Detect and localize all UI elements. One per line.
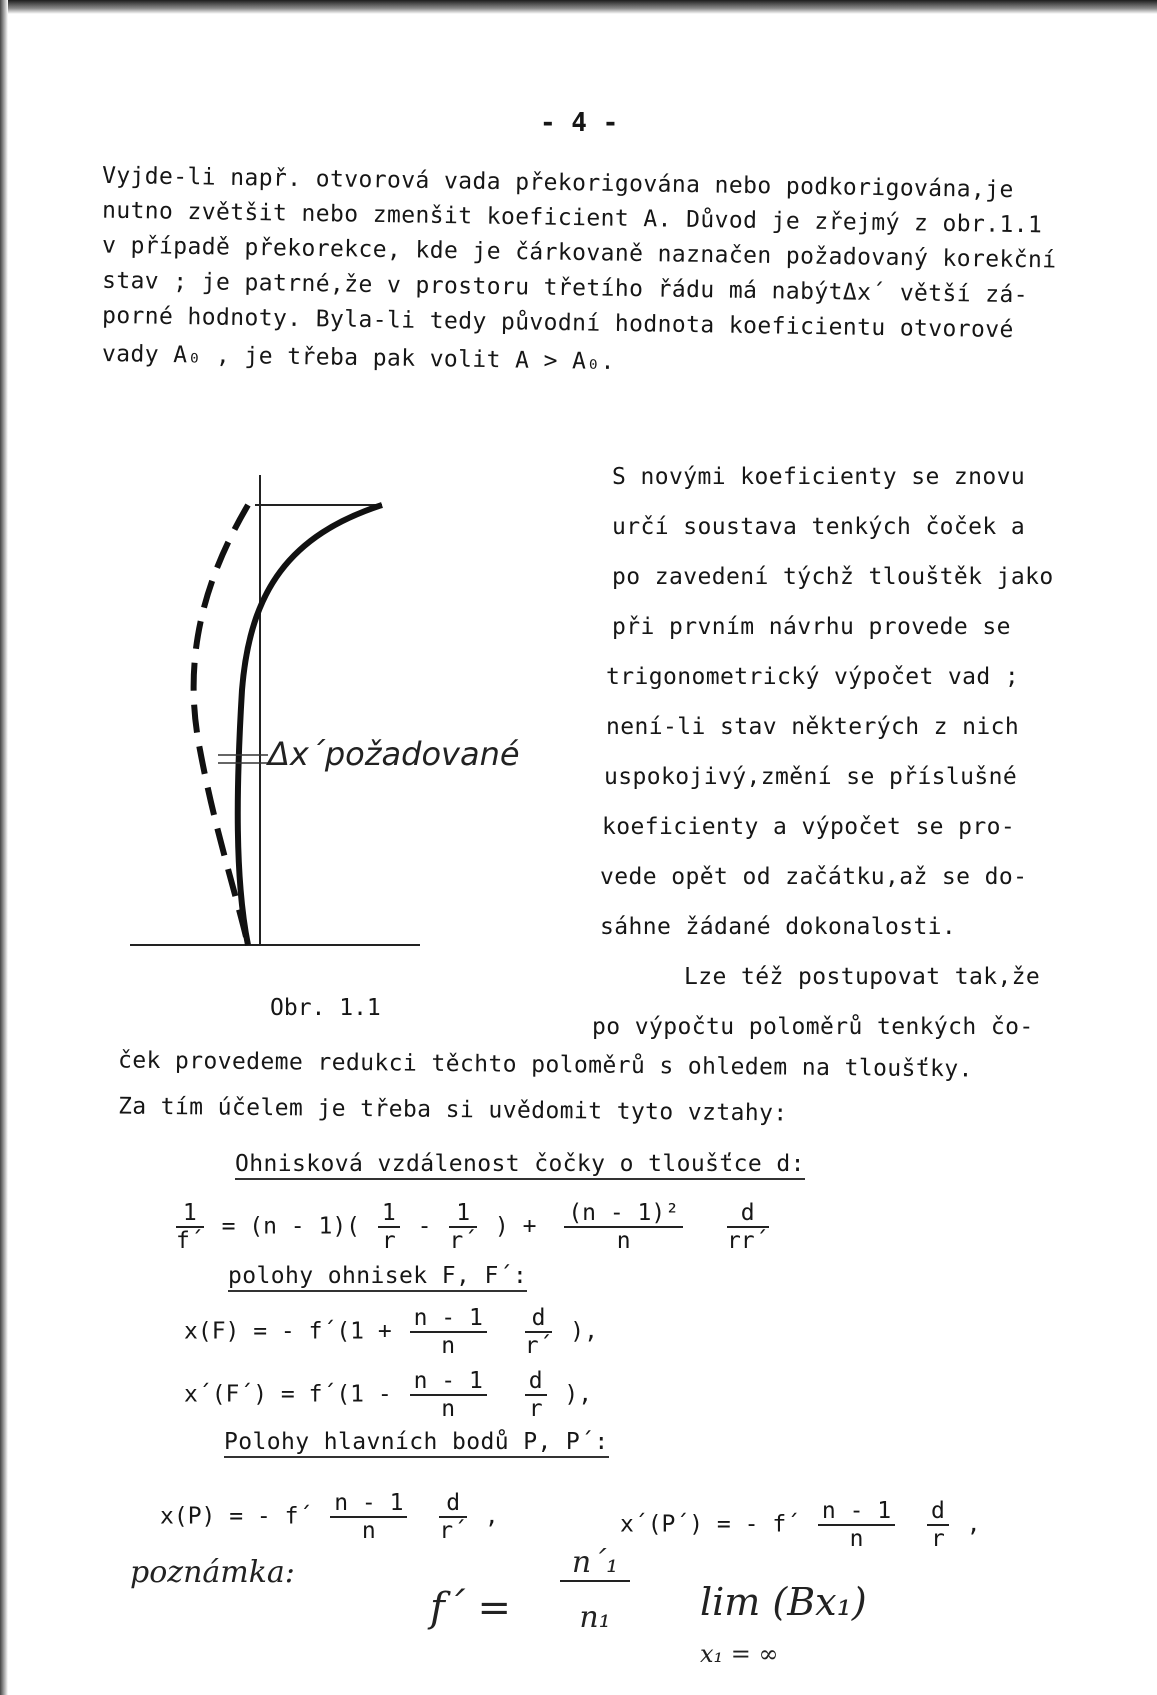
text-line: vady A₀ , je třeba pak volit A > A₀. bbox=[101, 340, 616, 376]
text-line: porné hodnoty. Byla-li tedy původní hodnota koeficientu otvorové bbox=[101, 302, 1014, 344]
formula-x-f-prime bbox=[184, 1368, 592, 1422]
text-line: vede opět od začátku,až se do- bbox=[600, 864, 1028, 890]
formula-focal-length bbox=[172, 1200, 773, 1254]
figure-1-1 bbox=[120, 460, 580, 960]
text-line: Vyjde-li např. otvorová vada překorigována nebo podkorigována,je bbox=[101, 162, 1014, 204]
denominator: r bbox=[528, 1396, 543, 1422]
text-line: trigonometrický výpočet vad ; bbox=[606, 664, 1020, 690]
text-line: ček provedeme redukci těchto poloměrů s ohledem na tloušťky. bbox=[117, 1047, 973, 1083]
handwritten-limit-subscript: x₁ = ∞ bbox=[700, 1640, 779, 1668]
text-line: Za tím účelem je třeba si uvědomit tyto vztahy: bbox=[117, 1093, 788, 1127]
numerator: n - 1 bbox=[410, 1305, 487, 1333]
fraction bbox=[564, 1200, 683, 1254]
text-line: po zavedení týchž tlouštěk jako bbox=[612, 564, 1054, 590]
fraction bbox=[378, 1200, 400, 1254]
formula-x-p-prime bbox=[620, 1498, 981, 1552]
handwritten-numerator: n´₁ bbox=[560, 1545, 630, 1582]
numerator: d bbox=[525, 1368, 547, 1396]
formula-heading-focal-length: Ohnisková vzdálenost čočky o tloušťce d: bbox=[235, 1150, 805, 1180]
text-line: není-li stav některých z nich bbox=[606, 714, 1020, 740]
scan-edge-top bbox=[0, 0, 1157, 14]
text-line: nutno zvětšit nebo zmenšit koeficient A. Důvod je zřejmý z obr.1.1 bbox=[101, 197, 1043, 239]
handwritten-denominator: n₁ bbox=[579, 1600, 611, 1635]
text-line: koeficienty a výpočet se pro- bbox=[602, 814, 1016, 840]
denominator: n bbox=[849, 1526, 864, 1552]
text-line: v případě překorekce, kde je čárkovaně naznačen požadovaný korekční bbox=[101, 232, 1057, 274]
text-line: stav ; je patrné,že v prostoru třetího řádu má nabýtΔx´ větší zá- bbox=[101, 267, 1029, 309]
text-line: sáhne žádané dokonalosti. bbox=[600, 914, 957, 940]
equation-text: - bbox=[417, 1213, 432, 1240]
equation-text: ), bbox=[570, 1318, 598, 1345]
denominator: n bbox=[616, 1228, 631, 1254]
text-line: S novými koeficienty se znovu bbox=[612, 464, 1026, 490]
equation-text: x(F) = - f´(1 + bbox=[184, 1318, 392, 1345]
fraction bbox=[525, 1368, 547, 1422]
equation-text: x´(F´) = f´(1 - bbox=[184, 1381, 392, 1408]
page-number: - 4 - bbox=[540, 108, 619, 138]
text-line: po výpočtu poloměrů tenkých čo- bbox=[592, 1014, 1034, 1040]
fraction bbox=[330, 1490, 407, 1544]
equation-text: , bbox=[484, 1503, 499, 1530]
text-line: uspokojivý,změní se příslušné bbox=[604, 764, 1018, 790]
handwritten-note-label: poznámka: bbox=[130, 1555, 295, 1590]
formula-x-p bbox=[160, 1490, 499, 1544]
handwritten-formula-lhs: f´ = bbox=[430, 1585, 512, 1631]
equation-text: x´(P´) = - f´ bbox=[620, 1511, 801, 1538]
numerator: d bbox=[927, 1498, 949, 1526]
fraction bbox=[525, 1305, 553, 1359]
text-line: určí soustava tenkých čoček a bbox=[612, 514, 1026, 540]
fraction bbox=[410, 1305, 487, 1359]
numerator: 1 bbox=[449, 1200, 477, 1228]
numerator: d bbox=[727, 1200, 769, 1228]
equation-text: x(P) = - f´ bbox=[160, 1503, 313, 1530]
formula-heading-focal-points: polohy ohnisek F, F´: bbox=[228, 1262, 527, 1292]
equation-text: = (n - 1)( bbox=[221, 1213, 361, 1240]
numerator: d bbox=[439, 1490, 467, 1518]
figure-label: Δx´požadované bbox=[268, 735, 520, 773]
denominator: f´ bbox=[176, 1228, 204, 1254]
denominator: r bbox=[381, 1228, 396, 1254]
denominator: n bbox=[441, 1396, 456, 1422]
denominator: r bbox=[930, 1526, 945, 1552]
numerator: n - 1 bbox=[410, 1368, 487, 1396]
fraction bbox=[410, 1368, 487, 1422]
fraction bbox=[439, 1490, 467, 1544]
fraction bbox=[818, 1498, 895, 1552]
equation-text: ) + bbox=[494, 1213, 537, 1240]
denominator: n bbox=[441, 1333, 456, 1359]
denominator: r´ bbox=[439, 1518, 467, 1544]
denominator: r´ bbox=[524, 1333, 553, 1359]
numerator: d bbox=[525, 1305, 553, 1333]
fraction bbox=[727, 1200, 769, 1254]
numerator: (n - 1)² bbox=[564, 1200, 683, 1228]
denominator: rr´ bbox=[726, 1228, 769, 1254]
figure-caption: Obr. 1.1 bbox=[270, 995, 381, 1021]
equation-text: , bbox=[966, 1511, 981, 1538]
text-line: při prvním návrhu provede se bbox=[612, 614, 1011, 640]
scan-edge-left bbox=[0, 0, 8, 1695]
fraction bbox=[449, 1200, 477, 1254]
numerator: 1 bbox=[176, 1200, 204, 1228]
numerator: n - 1 bbox=[818, 1498, 895, 1526]
fraction bbox=[927, 1498, 949, 1552]
formula-heading-principal-points: Polohy hlavních bodů P, P´: bbox=[224, 1428, 609, 1458]
text-line: Lze též postupovat tak,že bbox=[684, 964, 1041, 990]
formula-x-f bbox=[184, 1305, 598, 1359]
denominator: r´ bbox=[449, 1228, 478, 1254]
denominator: n bbox=[361, 1518, 376, 1544]
equation-text: ), bbox=[564, 1381, 593, 1408]
numerator: 1 bbox=[378, 1200, 400, 1228]
fraction bbox=[176, 1200, 204, 1254]
handwritten-limit: lim (Bx₁) bbox=[700, 1580, 867, 1624]
numerator: n - 1 bbox=[330, 1490, 407, 1518]
